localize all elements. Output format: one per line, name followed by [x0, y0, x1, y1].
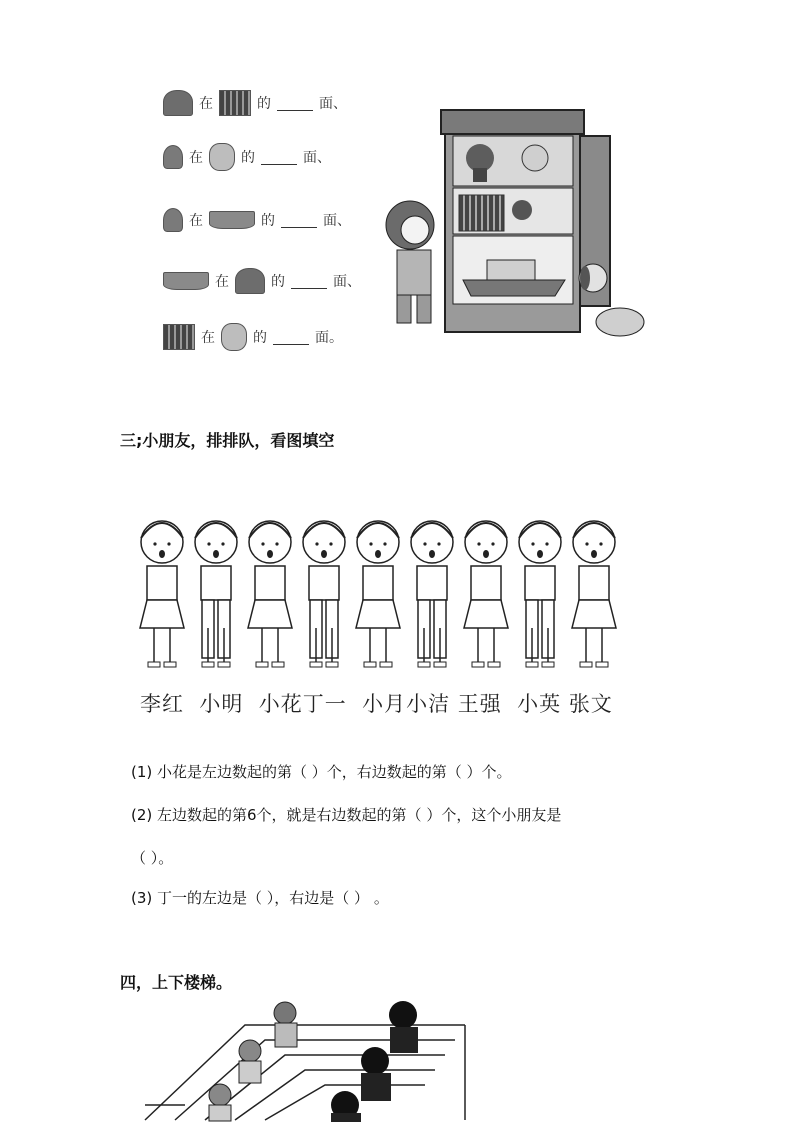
plant-icon	[235, 268, 265, 294]
word-of: 的	[271, 274, 285, 290]
word-in: 在	[189, 150, 203, 166]
section3-heading: 三;小朋友，排排队，看图填空	[120, 431, 335, 450]
word-in: 在	[215, 274, 229, 290]
name-label: 李红	[140, 692, 184, 716]
question-3: (3) 丁一的左边是（ ），右边是（ ） 。	[131, 889, 389, 907]
child-figure	[195, 521, 237, 667]
child-figure-4	[389, 1001, 418, 1053]
clock-icon	[163, 208, 183, 232]
word-of: 的	[261, 213, 275, 229]
book-icon	[459, 195, 504, 231]
child-figure-5	[361, 1047, 391, 1101]
word-of: 的	[257, 96, 271, 112]
position-row	[163, 88, 347, 118]
position-row	[163, 322, 343, 352]
cat-icon	[522, 145, 548, 171]
word-in: 在	[201, 330, 215, 346]
child-figure-2	[239, 1040, 261, 1083]
answer-blank[interactable]	[261, 150, 297, 165]
child-figure	[356, 521, 400, 667]
word-suffix: 面、	[303, 150, 331, 166]
name-label: 小洁	[406, 692, 451, 716]
answer-blank[interactable]	[281, 213, 317, 228]
children-lineup-illustration	[135, 500, 625, 672]
question-2: (2) 左边数起的第6个，就是右边数起的第（ ）个，这个小朋友是	[131, 806, 562, 824]
child-figure	[572, 521, 616, 667]
child-figure-1	[274, 1002, 297, 1047]
word-in: 在	[189, 213, 203, 229]
ship-icon	[163, 272, 209, 290]
name-label: 小明	[199, 692, 244, 716]
child-figure	[464, 521, 508, 667]
word-suffix: 面、	[323, 213, 351, 229]
child-figure-3	[209, 1084, 231, 1121]
word-suffix: 面、	[333, 274, 361, 290]
child-figure	[248, 521, 292, 667]
clock-icon	[163, 145, 183, 169]
boy-figure	[386, 201, 434, 323]
answer-blank[interactable]	[291, 274, 327, 289]
name-label: 丁一	[302, 692, 347, 716]
cat-icon	[209, 143, 235, 171]
child-figure-6	[331, 1091, 361, 1122]
position-row	[163, 205, 351, 235]
name-label: 张文	[568, 692, 613, 716]
stairs-illustration	[135, 995, 475, 1122]
answer-blank[interactable]	[277, 96, 313, 111]
name-label: 小花	[258, 692, 303, 716]
book-icon	[163, 324, 195, 350]
position-row	[163, 266, 361, 296]
word-of: 的	[253, 330, 267, 346]
name-label: 小月	[362, 692, 407, 716]
clock-icon	[512, 200, 532, 220]
word-of: 的	[241, 150, 255, 166]
bookshelf-illustration	[375, 100, 665, 345]
child-figure	[411, 521, 453, 667]
answer-blank[interactable]	[273, 330, 309, 345]
plant-icon	[163, 90, 193, 116]
question-1: (1) 小花是左边数起的第（ ）个，右边数起的第（ ）个。	[131, 763, 512, 781]
word-in: 在	[199, 96, 213, 112]
book-icon	[219, 90, 251, 116]
section4-heading: 四，上下楼梯。	[120, 973, 233, 992]
child-figure	[303, 521, 345, 667]
child-figure	[519, 521, 561, 667]
ship-icon	[463, 280, 565, 296]
ship-icon	[209, 211, 255, 229]
cat-icon	[221, 323, 247, 351]
position-row	[163, 142, 331, 172]
name-label: 王强	[457, 692, 502, 716]
word-suffix: 面。	[315, 330, 343, 346]
cabinet-top-crest	[441, 110, 584, 134]
child-figure	[140, 521, 184, 667]
children-names-row	[140, 688, 613, 718]
word-suffix: 面、	[319, 96, 347, 112]
name-label: 小英	[517, 692, 562, 716]
question-2-blank: （ ）。	[131, 849, 174, 867]
plant-icon	[466, 144, 494, 172]
